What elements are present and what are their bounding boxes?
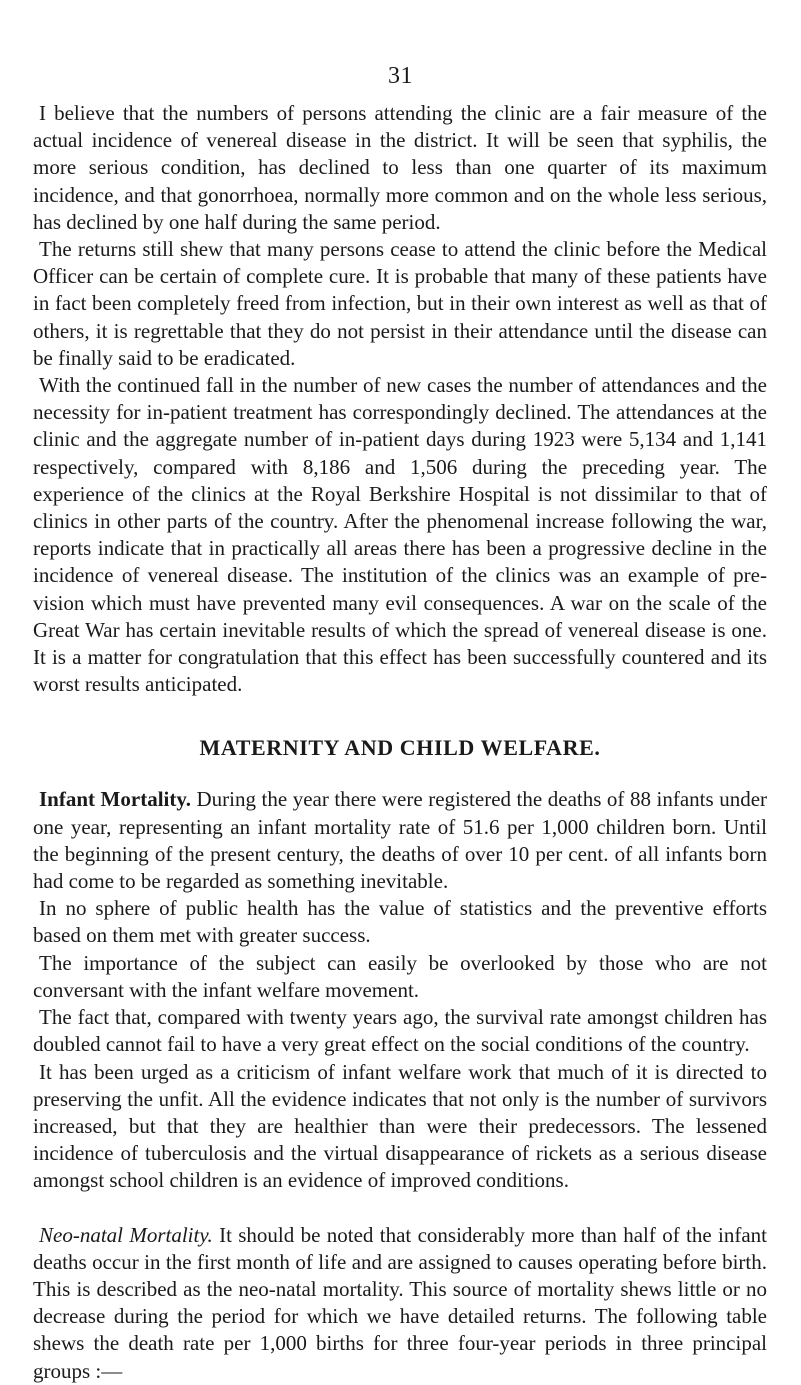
run-in-heading-infant-mortality: Infant Mortality. xyxy=(39,787,191,812)
paragraph-spacer xyxy=(33,1195,767,1222)
heading-spacer xyxy=(33,762,767,786)
section-spacer xyxy=(33,698,767,734)
page-content xyxy=(33,100,767,1385)
paragraph-infant-mortality xyxy=(33,786,767,895)
run-in-heading-neo-natal: Neo-natal Mortality. xyxy=(39,1222,213,1247)
paragraph-survival-rate: The fact that, compared with twenty years ago, the survival rate amongst children has doubled cannot fail to have a very great effect on the social conditions of the country. xyxy=(33,1005,767,1057)
paragraph-attendance-decline: With the continued fall in the number of new cases the number of attendances and the necessity for in-patient treatment has correspondingly declined. The attendances at the clinic and the aggregate number of in-patient days during 1923 were 5,134 and 1,141 respectively, compared with 8,186 and 1,506 during the preceding year. The experience of the clinics at the Royal Berkshire Hospital is not dissimilar to that of clinics in other parts of the country. After the phenomenal increase following the war, reports indicate that in practically all areas there has been a progressive decline in the incidence of venereal disease. The institution of the clinics was an example of pre-vision which must have prevented many evil consequences. A war on the scale of the Great War has certain inevitable results of which the spread of venereal disease is one. It is a matter for congratulation that this effect has been successfully countered and its worst results anticipated. xyxy=(33,373,767,697)
paragraph-venereal-incidence: I believe that the numbers of persons attending the clinic are a fair measure of the actual incidence of venereal disease in the district. It will be seen that syphilis, the more serious condition, has declined to less than one quarter of its maximum incidence, and that gonorrhoea, normally more common and on the whole less serious, has declined by one half during the same period. xyxy=(33,101,767,234)
paragraph-clinic-attendance: The returns still shew that many persons cease to attend the clinic before the Medical Officer can be certain of complete cure. It is probable that many of these patients have in fact been completely freed from infection, but in their own interest as well as that of others, it is regrettable that they do not persist in their attendance until the disease can be finally said to be eradicated. xyxy=(33,237,767,370)
paragraph-neo-natal xyxy=(33,1222,767,1385)
section-heading-maternity: MATERNITY AND CHILD WELFARE. xyxy=(199,735,601,761)
page-number: 31 xyxy=(388,63,413,89)
paragraph-infant-mortality-text: During the year there were registered the deaths of 88 infants under one year, representing an infant mortality rate of 51.6 per 1,000 children born. Until the beginning of the present century, the deaths of over 10 per cent. of all infants born had come to be regarded as something inevitable. xyxy=(33,787,768,894)
paragraph-statistics: In no sphere of public health has the value of statistics and the preventive efforts based on them met with greater success. xyxy=(33,896,767,948)
paragraph-criticism: It has been urged as a criticism of infant welfare work that much of it is directed to preserving the unfit. All the evidence indicates that not only is the number of survivors increased, but that they are healthier than were their predecessors. The lessened incidence of tuberculosis and the virtual disappearance of rickets as a serious disease amongst school children is an evidence of improved conditions. xyxy=(33,1059,767,1193)
paragraph-importance: The importance of the subject can easily be overlooked by those who are not conversant with the infant welfare movement. xyxy=(33,950,767,1002)
paragraph-neo-natal-text: It should be noted that considerably more than half of the infant deaths occur in the first month of life and are assigned to causes operating before birth. This is described as the neo-natal mortality. This source of mortality shews little or no decrease during the period for which we have detailed returns. The following table shews the death rate per 1,000 births for three four-year periods in three principal groups :— xyxy=(33,1222,767,1383)
